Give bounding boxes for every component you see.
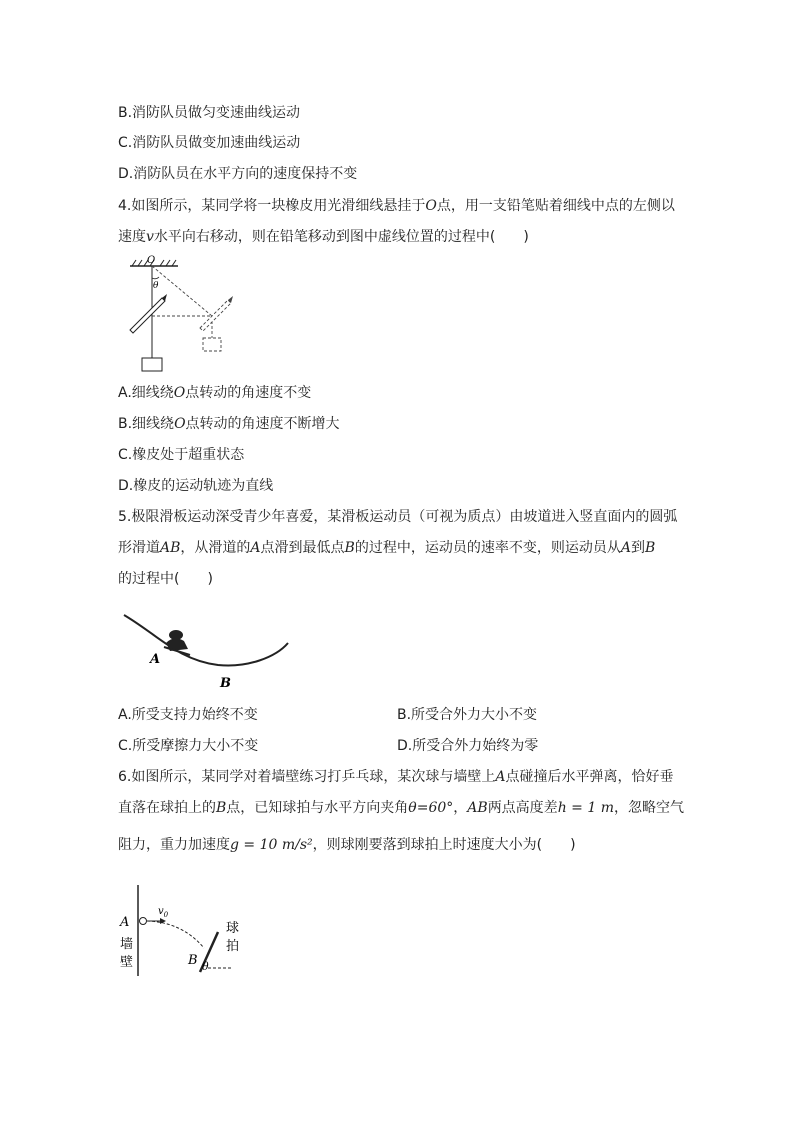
q4-point-o-label: O	[147, 255, 156, 266]
q6-wall-label-2: 壁	[120, 955, 134, 970]
q5-option-a: A.所受支持力始终不变	[118, 707, 258, 723]
q4-option-a: A.细线绕O点转动的角速度不变	[118, 385, 312, 401]
q4-option-d: D.橡皮的运动轨迹为直线	[118, 478, 274, 494]
q5-point-b-label: B	[220, 676, 231, 691]
q4-figure	[120, 252, 240, 374]
q5-stem-line3: 的过程中( )	[118, 571, 213, 587]
q6-theta-label: θ	[202, 960, 209, 973]
q3-option-c: C.消防队员做变加速曲线运动	[118, 135, 301, 151]
pencil-icon	[200, 296, 233, 331]
q6-point-b-label: B	[188, 953, 198, 968]
q5-figure	[118, 605, 298, 695]
q5-stem-line2: 形滑道AB，从滑道的A点滑到最低点B的过程中，运动员的速率不变，则运动员从A到B	[118, 540, 656, 556]
q5-option-d: D.所受合外力始终为零	[397, 738, 539, 754]
q4-stem-line1: 4.如图所示，某同学将一块橡皮用光滑细线悬挂于O点，用一支铅笔贴着细线中点的左侧以	[118, 198, 675, 214]
q4-option-c: C.橡皮处于超重状态	[118, 447, 245, 463]
q4-stem-line2: 速度v水平向右移动，则在铅笔移动到图中虚线位置的过程中( )	[118, 229, 529, 245]
q3-option-d: D.消防队员在水平方向的速度保持不变	[118, 166, 358, 182]
q5-option-b: B.所受合外力大小不变	[397, 707, 538, 723]
q6-v0-label: $v_0$	[158, 906, 169, 919]
q6-racket-label-2: 拍	[226, 939, 240, 954]
q3-option-b: B.消防队员做匀变速曲线运动	[118, 105, 301, 121]
q6-racket-label-1: 球	[226, 921, 240, 936]
q4-option-b: B.细线绕O点转动的角速度不断增大	[118, 416, 340, 432]
q6-figure	[112, 880, 252, 980]
q4-theta-label: θ	[153, 281, 159, 291]
pencil-icon	[130, 294, 167, 333]
q5-point-a-label: A	[150, 652, 161, 667]
q5-option-c: C.所受摩擦力大小不变	[118, 738, 259, 754]
q6-stem-line3: 阻力，重力加速度g = 10 m/s²，则球刚要落到球拍上时速度大小为( )	[118, 837, 576, 853]
q6-stem-line2: 直落在球拍上的B点，已知球拍与水平方向夹角θ=60°，AB两点高度差h = 1 m，忽略空气	[118, 800, 684, 816]
q6-stem-line1: 6.如图所示，某同学对着墙壁练习打乒乓球，某次球与墙壁上A点碰撞后水平弹离，恰好垂	[118, 769, 674, 785]
skateboarder-icon	[164, 630, 190, 655]
q6-point-a-label: A	[120, 915, 130, 930]
q5-stem-line1: 5.极限滑板运动深受青少年喜爱，某滑板运动员（可视为质点）由坡道进入竖直面内的圆弧	[118, 509, 678, 525]
q6-wall-label-1: 墙	[120, 937, 134, 952]
